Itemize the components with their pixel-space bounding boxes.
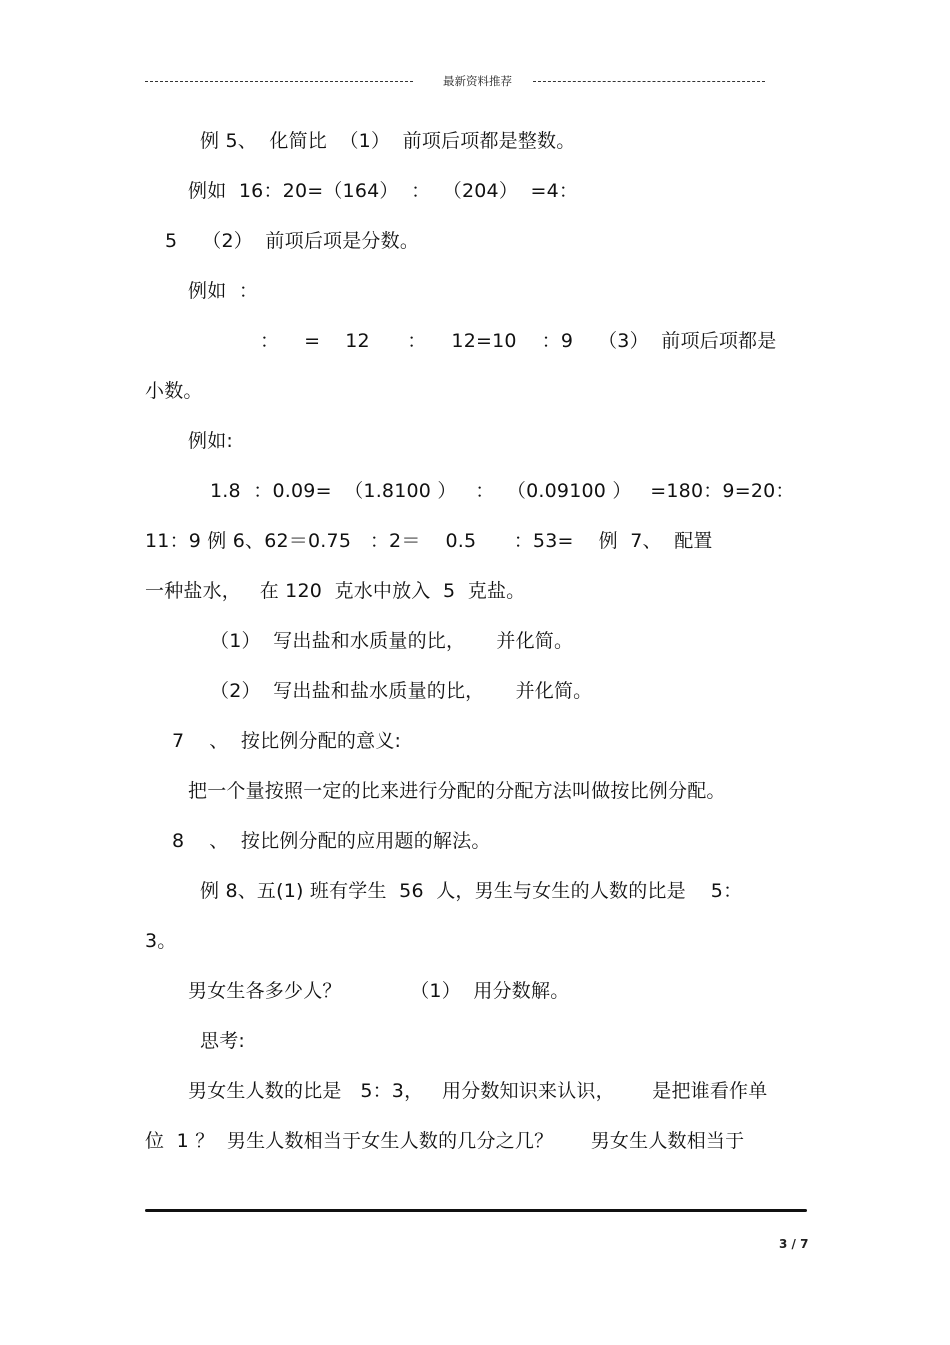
text-line: 思考: [200,1030,246,1052]
text-line: 男女生各多少人？ （1） 用分数解。 [188,980,570,1002]
text-line: 男女生人数的比是 5：3， 用分数知识来认识， 是把谁看作单 [188,1080,768,1102]
text-line: 7 、 按比例分配的意义: [172,730,402,752]
text-line: 位 1 ？ 男生人数相当于女生人数的几分之几？ 男女生人数相当于 [145,1130,745,1152]
text-line: 小数。 [145,380,203,402]
text-line: 把一个量按照一定的比来进行分配的分配方法叫做按比例分配。 [188,780,726,802]
text-line: 3。 [145,930,177,952]
page-number: 3 / 7 [779,1237,809,1251]
text-line: 例 5、 化简比 （1） 前项后项都是整数。 [200,130,576,152]
text-line: 例如 16：20=（164） ： （204） =4： [188,180,579,202]
text-line: 11：9 例 6、62＝0.75 ：2＝ 0.5 ：53= 例 7、 配置 [145,530,713,552]
text-line: 5 （2） 前项后项是分数。 [165,230,420,252]
text-line: （2） 写出盐和盐水质量的比， 并化简。 [210,680,593,702]
text-line: 1.8 ：0.09= （1.8100 ） ： （0.09100 ） =180：9=20： [210,480,795,502]
header-dash-right [533,81,765,82]
header-dash-left [145,81,413,82]
text-line: 8 、 按比例分配的应用题的解法。 [172,830,491,852]
text-line: 例如: [188,430,234,452]
footer-rule [145,1209,807,1212]
text-line: （1） 写出盐和水质量的比， 并化简。 [210,630,574,652]
text-line: 一种盐水， 在 120 克水中放入 5 克盐。 [145,580,526,602]
header-title: 最新资料推荐 [443,74,512,88]
text-line: 例 8、五(1) 班有学生 56 人，男生与女生的人数的比是 5： [200,880,743,902]
page-header [145,72,765,92]
text-line: ： = 12 ： 12=10 ：9 （3） 前项后项都是 [260,330,777,352]
text-line: 例如 ： [188,280,259,302]
